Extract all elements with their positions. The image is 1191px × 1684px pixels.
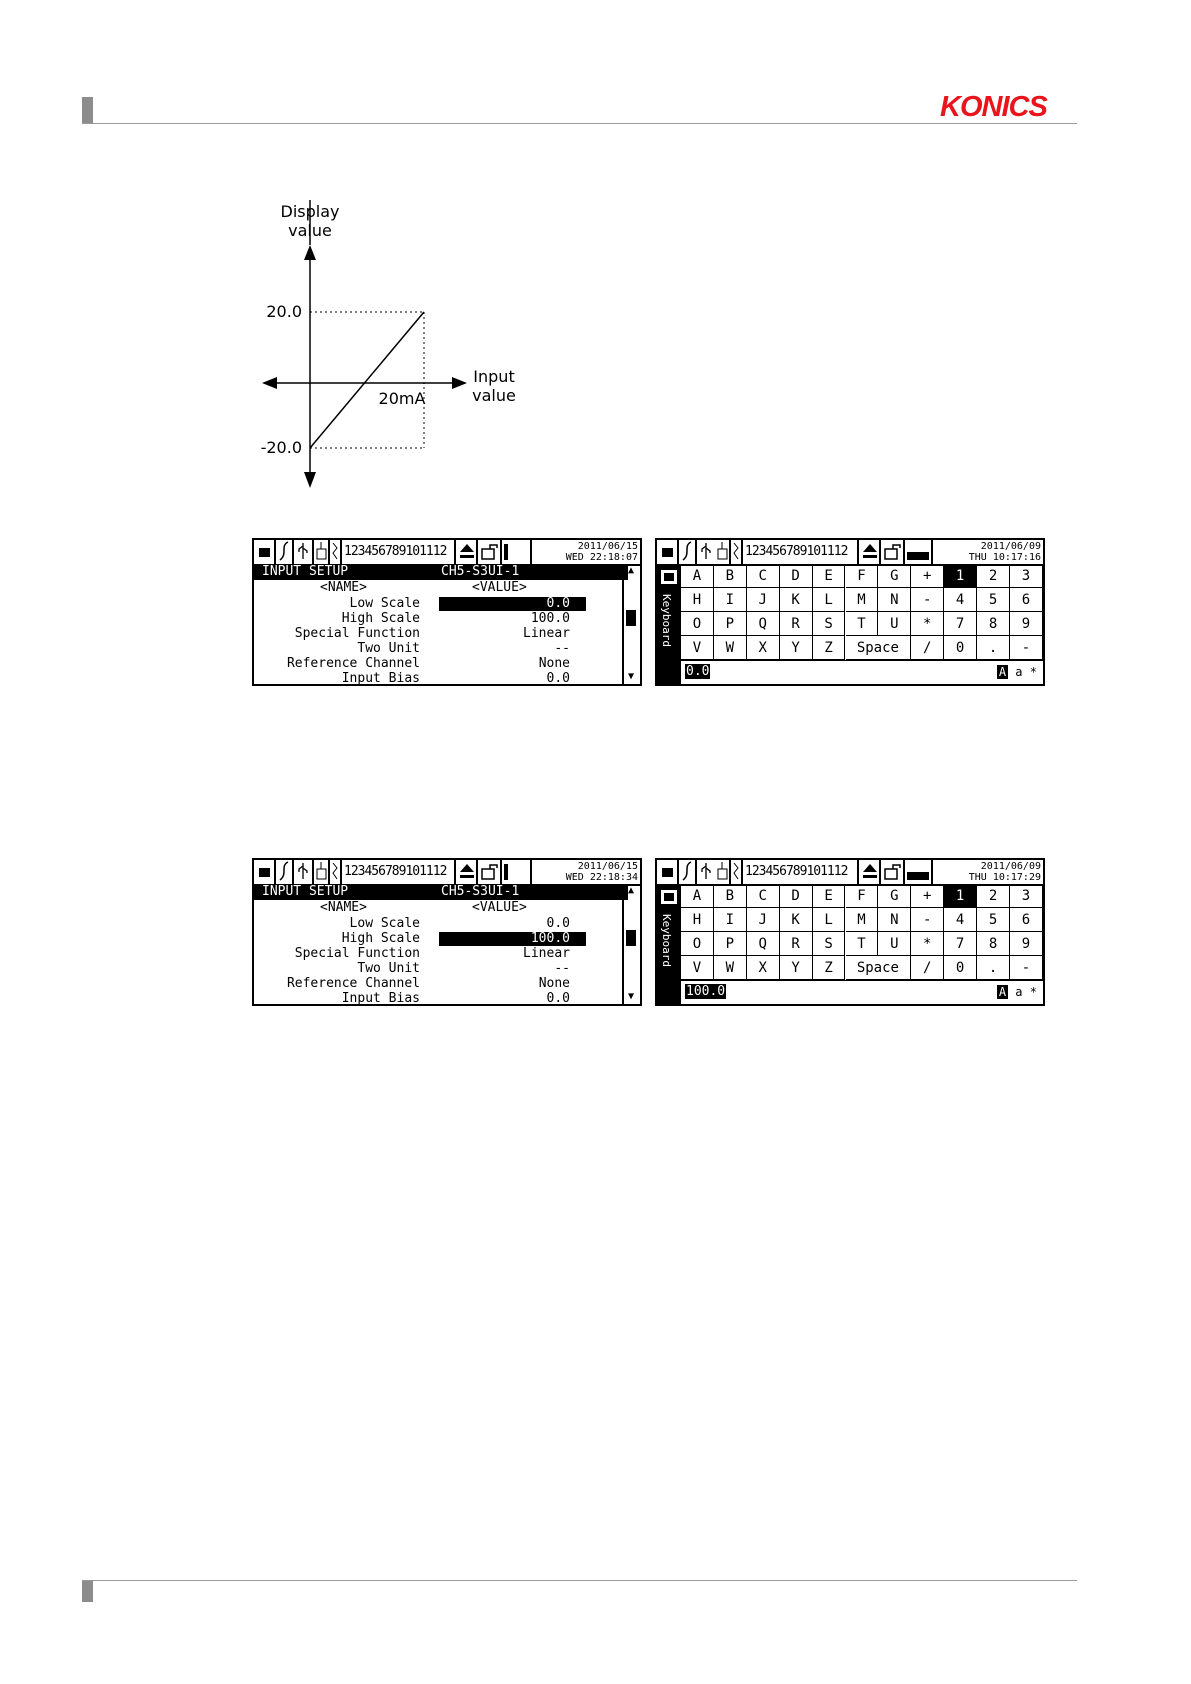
input-setup-screen-1 [252, 538, 642, 686]
key-k[interactable]: K [780, 588, 813, 612]
key-r[interactable]: R [780, 612, 813, 636]
status-bar [254, 860, 640, 886]
y-label-line2: value [288, 221, 332, 240]
scroll-up-icon[interactable]: ▲ [627, 885, 635, 896]
key-6[interactable]: 6 [1010, 588, 1043, 612]
key-7[interactable]: 7 [944, 932, 977, 956]
row-reference-channel[interactable]: Reference Channel None [286, 976, 570, 991]
x-axis-arrow-left [262, 377, 277, 389]
key-minus[interactable]: - [1010, 636, 1043, 660]
input-value[interactable]: 0.0 [686, 664, 710, 679]
row-input-bias[interactable]: Input Bias 0.0 [341, 671, 570, 686]
unlock-icon[interactable] [881, 540, 905, 564]
signal-icon [679, 540, 697, 564]
key-4[interactable]: 4 [944, 908, 977, 932]
channel-indicators: 123456789101112 [745, 544, 848, 559]
input-setup-screen-2 [252, 858, 642, 1006]
key-h[interactable]: H [681, 908, 714, 932]
unlock-icon[interactable] [478, 540, 502, 564]
key-j[interactable]: J [747, 908, 780, 932]
key-b[interactable]: B [714, 564, 747, 588]
title-bar: INPUT SETUP CH5-S3UI-1 [254, 884, 628, 900]
key-minus[interactable]: - [911, 908, 944, 932]
mode-symbol[interactable]: * [1029, 985, 1037, 999]
eject-icon[interactable] [454, 860, 478, 884]
y-axis-arrow-up [304, 245, 316, 260]
key-n[interactable]: N [878, 908, 911, 932]
key-f[interactable]: F [846, 564, 879, 588]
key-g[interactable]: G [878, 564, 911, 588]
stop-icon [259, 868, 270, 877]
usb-icon [294, 540, 314, 564]
key-l[interactable]: L [813, 908, 846, 932]
stop-button[interactable] [254, 860, 276, 884]
key-c[interactable]: C [747, 884, 780, 908]
keyboard-sidebar: Keyboard [657, 884, 681, 1004]
memory-gauge [905, 540, 933, 564]
case-modes[interactable] [997, 984, 1037, 1000]
channel-indicators: 123456789101112 [344, 864, 447, 879]
key-e[interactable]: E [813, 884, 846, 908]
footer-divider [82, 1580, 1077, 1581]
key-m[interactable]: M [846, 588, 879, 612]
row-high-scale[interactable]: High Scale 100.0 [341, 611, 570, 626]
title-bar: INPUT SETUP CH5-S3UI-1 [254, 564, 628, 580]
key-t[interactable]: T [846, 612, 879, 636]
usb-icon [697, 860, 717, 884]
usb-icon [294, 860, 314, 884]
row-low-scale[interactable]: Low Scale 0.0 [254, 596, 628, 612]
key-q[interactable]: Q [747, 932, 780, 956]
scale-graph [250, 200, 550, 500]
company-logo: KONICS [940, 91, 1047, 123]
key-a[interactable]: A [681, 884, 714, 908]
key-i[interactable]: I [714, 908, 747, 932]
unlock-icon[interactable] [478, 860, 502, 884]
memory-gauge [502, 540, 532, 564]
lan-icon [314, 860, 330, 884]
key-m[interactable]: M [846, 908, 879, 932]
link-icon [330, 860, 342, 884]
key-q[interactable]: Q [747, 612, 780, 636]
signal-icon [276, 540, 294, 564]
keyboard-input[interactable] [681, 660, 1043, 683]
key-r[interactable]: R [780, 932, 813, 956]
key-star[interactable]: * [911, 612, 944, 636]
y-label-line1: Display [280, 202, 340, 221]
lan-icon [715, 860, 731, 884]
key-slash[interactable]: / [911, 636, 944, 660]
memory-gauge [905, 860, 933, 884]
stop-icon [662, 548, 673, 557]
header-mark [82, 97, 93, 123]
key-9[interactable]: 9 [1010, 932, 1043, 956]
scroll-thumb[interactable] [626, 930, 636, 946]
mode-lower[interactable]: a [1015, 665, 1023, 679]
key-6[interactable]: 6 [1010, 908, 1043, 932]
key-p[interactable]: P [714, 612, 747, 636]
key-f[interactable]: F [846, 884, 879, 908]
scroll-down-icon[interactable]: ▼ [627, 671, 635, 682]
key-k[interactable]: K [780, 908, 813, 932]
mode-upper[interactable]: A [998, 985, 1007, 999]
keyboard-keys [681, 884, 1043, 980]
stop-button[interactable] [657, 860, 679, 884]
eject-icon[interactable] [857, 860, 881, 884]
status-bar [254, 540, 640, 566]
case-modes[interactable] [997, 664, 1037, 680]
key-p[interactable]: P [714, 932, 747, 956]
mode-upper[interactable]: A [998, 665, 1007, 679]
x-label-line2: value [472, 386, 516, 405]
key-minus[interactable]: - [1010, 956, 1043, 980]
key-3[interactable]: 3 [1010, 564, 1043, 588]
channel-indicators: 123456789101112 [745, 864, 848, 879]
x-axis-arrow-right [452, 377, 467, 389]
stop-icon [259, 548, 270, 557]
row-special-function[interactable]: Special Function Linear [294, 626, 570, 641]
status-bar [657, 860, 1043, 886]
signal-icon [276, 860, 294, 884]
key-n[interactable]: N [878, 588, 911, 612]
link-icon [731, 540, 743, 564]
key-e[interactable]: E [813, 564, 846, 588]
unlock-icon[interactable] [881, 860, 905, 884]
key-8[interactable]: 8 [977, 932, 1010, 956]
key-c[interactable]: C [747, 564, 780, 588]
key-s[interactable]: S [813, 932, 846, 956]
key-g[interactable]: G [878, 884, 911, 908]
key-v[interactable]: V [681, 636, 714, 660]
key-plus[interactable]: + [911, 564, 944, 588]
eject-icon[interactable] [454, 540, 478, 564]
key-w[interactable]: W [714, 956, 747, 980]
key-5[interactable]: 5 [977, 908, 1010, 932]
key-9[interactable]: 9 [1010, 612, 1043, 636]
scroll-down-icon[interactable]: ▼ [627, 991, 635, 1002]
key-0[interactable]: 0 [944, 636, 977, 660]
date-time: 2011/06/09 THU 10:17:16 [968, 541, 1041, 563]
mode-lower[interactable]: a [1015, 985, 1023, 999]
y-tick-top: 20.0 [266, 302, 302, 321]
column-headers: <NAME> <VALUE> [320, 580, 527, 595]
row-two-unit[interactable]: Two Unit -- [357, 641, 570, 656]
scroll-up-icon[interactable]: ▲ [627, 565, 635, 576]
x-tick-20ma: 20mA [378, 389, 426, 408]
row-reference-channel[interactable]: Reference Channel None [286, 656, 570, 671]
key-plus[interactable]: + [911, 884, 944, 908]
mode-symbol[interactable]: * [1029, 665, 1037, 679]
link-icon [731, 860, 743, 884]
key-i[interactable]: I [714, 588, 747, 612]
key-u[interactable]: U [878, 932, 911, 956]
key-o[interactable]: O [681, 932, 714, 956]
row-input-bias[interactable]: Input Bias 0.0 [341, 991, 570, 1006]
key-space[interactable]: Space [846, 636, 912, 660]
key-u[interactable]: U [878, 612, 911, 636]
key-v[interactable]: V [681, 956, 714, 980]
key-7[interactable]: 7 [944, 612, 977, 636]
status-bar [657, 540, 1043, 566]
link-icon [330, 540, 342, 564]
lan-icon [314, 540, 330, 564]
row-low-scale[interactable]: Low Scale 0.0 [349, 916, 570, 931]
key-l[interactable]: L [813, 588, 846, 612]
key-8[interactable]: 8 [977, 612, 1010, 636]
keyboard-screen-1 [655, 538, 1045, 686]
key-slash[interactable]: / [911, 956, 944, 980]
date-time: 2011/06/15 WED 22:18:07 [565, 541, 638, 563]
input-value[interactable]: 100.0 [686, 984, 726, 999]
key-space[interactable]: Space [846, 956, 912, 980]
keyboard-input[interactable] [681, 980, 1043, 1003]
keyboard-keys [681, 564, 1043, 660]
usb-icon [697, 540, 717, 564]
key-s[interactable]: S [813, 612, 846, 636]
key-star[interactable]: * [911, 932, 944, 956]
footer-mark [82, 1580, 93, 1602]
key-z[interactable]: Z [813, 956, 846, 980]
date-time: 2011/06/15 WED 22:18:34 [565, 861, 638, 883]
stop-button[interactable] [657, 540, 679, 564]
column-headers: <NAME> <VALUE> [320, 900, 527, 915]
key-1[interactable]: 1 [944, 884, 977, 908]
key-5[interactable]: 5 [977, 588, 1010, 612]
header-divider [82, 123, 1077, 124]
key-j[interactable]: J [747, 588, 780, 612]
key-y[interactable]: Y [780, 636, 813, 660]
key-minus[interactable]: - [911, 588, 944, 612]
memory-gauge [502, 860, 532, 884]
eject-icon[interactable] [857, 540, 881, 564]
key-y[interactable]: Y [780, 956, 813, 980]
key-h[interactable]: H [681, 588, 714, 612]
lan-icon [715, 540, 731, 564]
row-special-function[interactable]: Special Function Linear [294, 946, 570, 961]
key-4[interactable]: 4 [944, 588, 977, 612]
key-3[interactable]: 3 [1010, 884, 1043, 908]
row-high-scale[interactable]: High Scale 100.0 [254, 931, 628, 947]
key-x[interactable]: X [747, 636, 780, 660]
key-1[interactable]: 1 [944, 564, 977, 588]
scroll-thumb[interactable] [626, 610, 636, 626]
stop-icon [662, 868, 673, 877]
key-d[interactable]: D [780, 564, 813, 588]
key-t[interactable]: T [846, 932, 879, 956]
stop-button[interactable] [254, 540, 276, 564]
scale-line [310, 312, 424, 448]
key-dot[interactable]: . [977, 956, 1010, 980]
row-two-unit[interactable]: Two Unit -- [357, 961, 570, 976]
scrollbar[interactable] [622, 564, 640, 684]
key-x[interactable]: X [747, 956, 780, 980]
key-2[interactable]: 2 [977, 884, 1010, 908]
channel-indicators: 123456789101112 [344, 544, 447, 559]
signal-icon [679, 860, 697, 884]
key-w[interactable]: W [714, 636, 747, 660]
key-2[interactable]: 2 [977, 564, 1010, 588]
x-label-line1: Input [473, 367, 515, 386]
key-b[interactable]: B [714, 884, 747, 908]
keyboard-screen-2 [655, 858, 1045, 1006]
scrollbar[interactable] [622, 884, 640, 1004]
y-tick-bottom: -20.0 [260, 438, 302, 457]
key-0[interactable]: 0 [944, 956, 977, 980]
key-o[interactable]: O [681, 612, 714, 636]
y-axis-arrow-down [304, 472, 316, 488]
key-a[interactable]: A [681, 564, 714, 588]
key-d[interactable]: D [780, 884, 813, 908]
stop-icon[interactable] [661, 570, 677, 584]
date-time: 2011/06/09 THU 10:17:29 [968, 861, 1041, 883]
keyboard-sidebar: Keyboard [657, 564, 681, 684]
stop-icon[interactable] [661, 890, 677, 904]
key-z[interactable]: Z [813, 636, 846, 660]
key-dot[interactable]: . [977, 636, 1010, 660]
